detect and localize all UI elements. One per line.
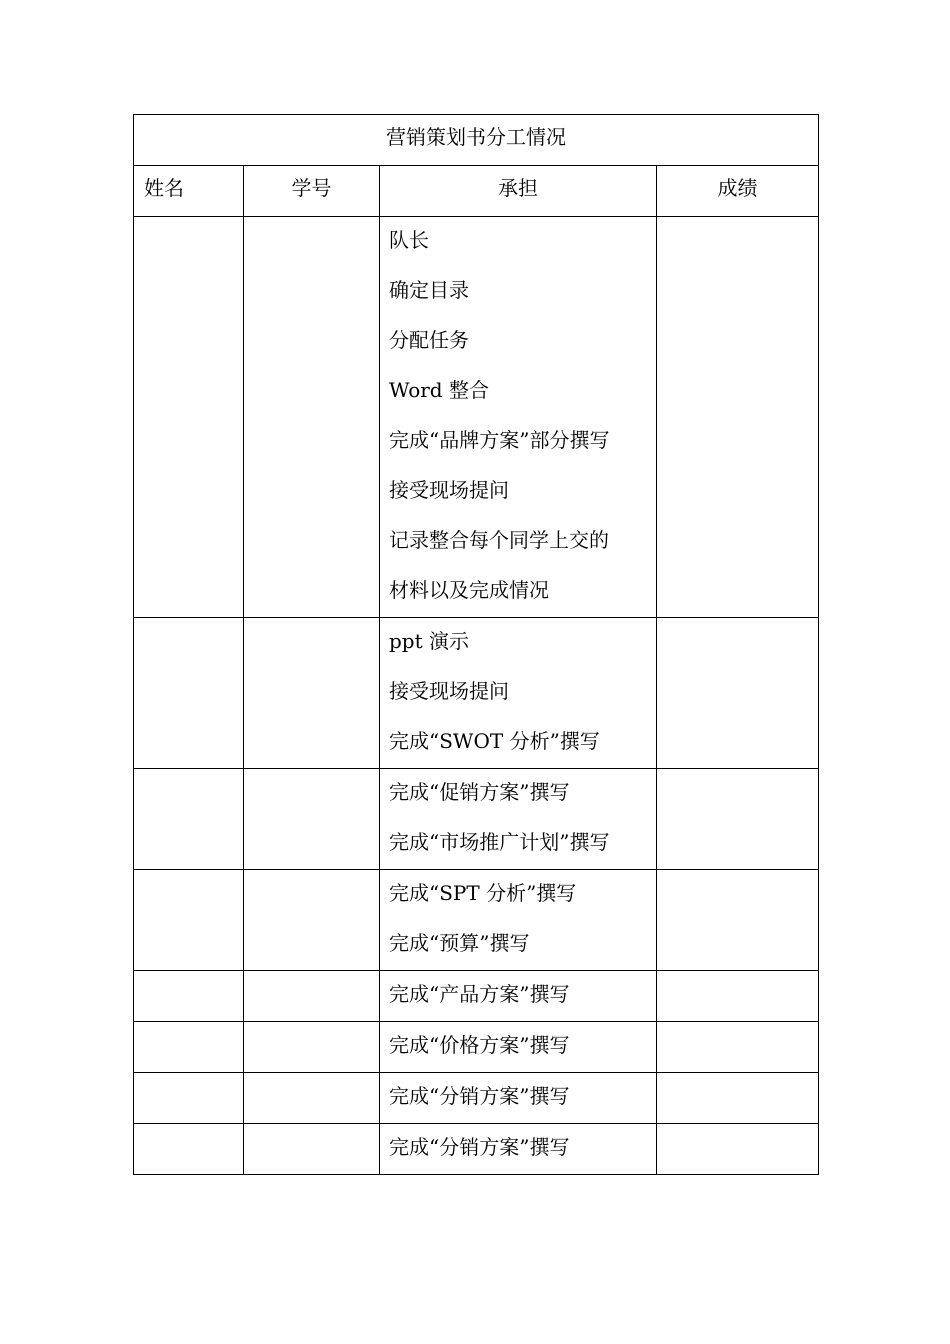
name-cell xyxy=(134,870,244,971)
task-line: 完成“产品方案”撰写 xyxy=(389,982,570,1006)
tasks-cell xyxy=(380,1073,657,1124)
task-line: 完成“预算”撰写 xyxy=(389,931,530,955)
task-line: 完成“分销方案”撰写 xyxy=(389,1135,570,1159)
table-title: 营销策划书分工情况 xyxy=(134,115,819,166)
table-row xyxy=(134,217,819,618)
name-cell xyxy=(134,769,244,870)
student-id-cell xyxy=(244,217,380,618)
student-id-cell xyxy=(244,769,380,870)
table-body xyxy=(134,115,819,1175)
score-cell xyxy=(657,217,819,618)
division-of-labor-table xyxy=(133,114,819,1175)
header-name: 姓名 xyxy=(134,166,244,217)
tasks-cell xyxy=(380,1124,657,1175)
table-row xyxy=(134,1073,819,1124)
tasks-cell xyxy=(380,971,657,1022)
task-line: ppt 演示 xyxy=(389,629,469,653)
name-cell xyxy=(134,618,244,769)
score-cell xyxy=(657,870,819,971)
header-score: 成绩 xyxy=(657,166,819,217)
table-row xyxy=(134,971,819,1022)
header-tasks: 承担 xyxy=(380,166,657,217)
student-id-cell xyxy=(244,1124,380,1175)
task-line: 完成“分销方案”撰写 xyxy=(389,1084,570,1108)
task-line: 完成“品牌方案”部分撰写 xyxy=(389,428,610,452)
score-cell xyxy=(657,1124,819,1175)
task-line: 队长 xyxy=(389,228,429,252)
score-cell xyxy=(657,1073,819,1124)
task-line: Word 整合 xyxy=(389,378,489,402)
student-id-cell xyxy=(244,1073,380,1124)
tasks-cell xyxy=(380,618,657,769)
score-cell xyxy=(657,618,819,769)
student-id-cell xyxy=(244,971,380,1022)
name-cell xyxy=(134,1124,244,1175)
task-line: 材料以及完成情况 xyxy=(389,578,549,602)
table-row xyxy=(134,1124,819,1175)
tasks-cell xyxy=(380,217,657,618)
task-line: 完成“SPT 分析”撰写 xyxy=(389,881,577,905)
header-student-id: 学号 xyxy=(244,166,380,217)
task-line: 接受现场提问 xyxy=(389,679,509,703)
table-row xyxy=(134,618,819,769)
task-line: 完成“价格方案”撰写 xyxy=(389,1033,570,1057)
tasks-cell xyxy=(380,1022,657,1073)
task-line: 完成“SWOT 分析”撰写 xyxy=(389,729,600,753)
task-line: 完成“促销方案”撰写 xyxy=(389,780,570,804)
table-row xyxy=(134,870,819,971)
tasks-cell xyxy=(380,769,657,870)
task-line: 接受现场提问 xyxy=(389,478,509,502)
table-row xyxy=(134,1022,819,1073)
name-cell xyxy=(134,971,244,1022)
header-row xyxy=(134,166,819,217)
task-line: 记录整合每个同学上交的 xyxy=(389,528,609,552)
tasks-cell xyxy=(380,870,657,971)
task-line: 分配任务 xyxy=(389,328,469,352)
name-cell xyxy=(134,1073,244,1124)
score-cell xyxy=(657,971,819,1022)
student-id-cell xyxy=(244,618,380,769)
student-id-cell xyxy=(244,1022,380,1073)
title-row xyxy=(134,115,819,166)
name-cell xyxy=(134,217,244,618)
score-cell xyxy=(657,769,819,870)
name-cell xyxy=(134,1022,244,1073)
task-line: 完成“市场推广计划”撰写 xyxy=(389,830,610,854)
score-cell xyxy=(657,1022,819,1073)
task-line: 确定目录 xyxy=(389,278,469,302)
table-row xyxy=(134,769,819,870)
student-id-cell xyxy=(244,870,380,971)
